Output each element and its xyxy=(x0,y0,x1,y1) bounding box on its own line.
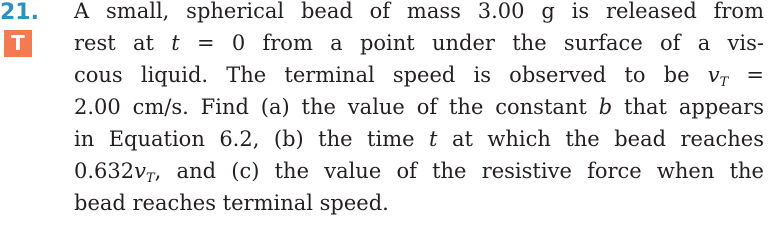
problem-text-line-1: A small, spherical bead of mass 3.00 g is released from xyxy=(74,0,764,23)
problem-text-line-7: bead reaches terminal speed. xyxy=(74,191,389,215)
problem-text-line-2: rest at t = 0 from a point under the surface of a vis- xyxy=(74,31,764,55)
problem-text-line-6: $0.632v_T$, and (c) the value of the resistive force when the xyxy=(74,159,764,186)
problem-text-line-4: 2.00 cm/s. Find (a) the value of the constant b that appears xyxy=(74,95,764,119)
problem-text-line-3: cous liquid. The terminal speed is observed to be $v_T$ = xyxy=(74,63,764,90)
problem-number: 21. xyxy=(0,0,39,25)
problem-text-line-5: in Equation 6.2, (b) the time t at which the bead reaches xyxy=(74,127,764,151)
tutorial-badge: T xyxy=(4,30,32,57)
